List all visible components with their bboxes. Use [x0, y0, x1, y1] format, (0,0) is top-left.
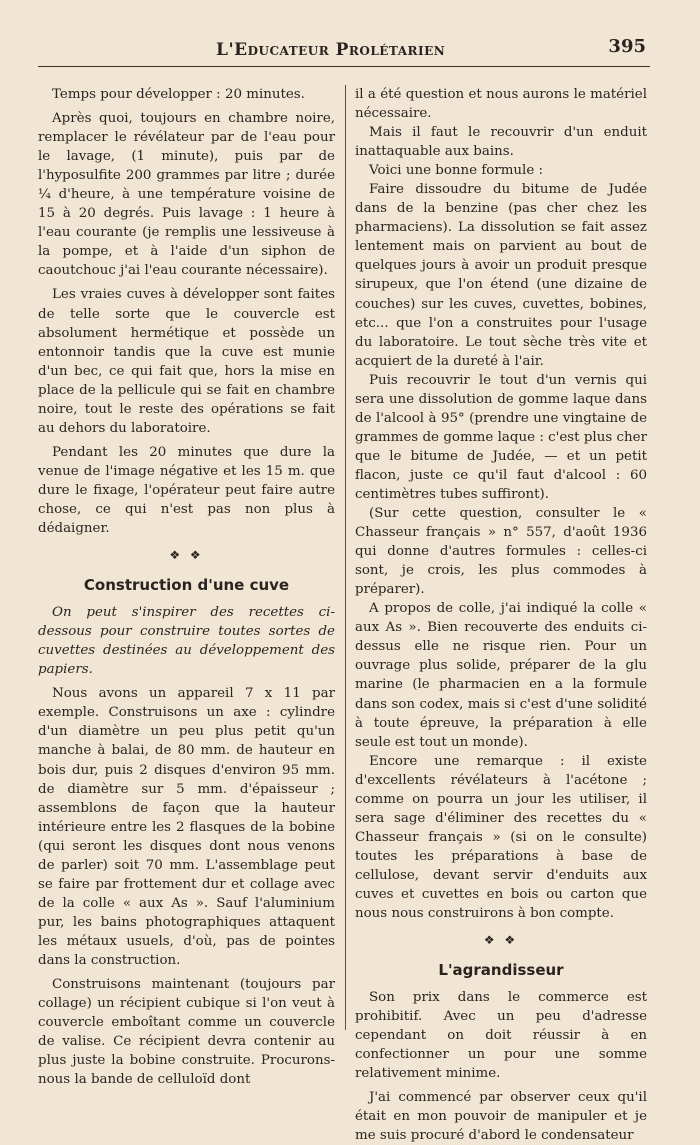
paragraph: Temps pour développer : 20 minutes. [52, 87, 305, 102]
paragraph: A propos de colle, j'ai indiqué la colle « aux As ». Bien recouverte des enduits ci-dessus elle ne risque rien. Pour un ouvrage plus solide, préparer de la glu marine (le pharmacien en a la formule dans son codex, mais si c'est d'une solidité à toute épreuve, la préparation à elle seule est tout un monde). [355, 601, 647, 750]
page-number: 395 [608, 36, 646, 57]
paragraph: (Sur cette question, consulter le « Chasseur français » n° 557, d'août 1936 qui donne d'autres formules : celles-ci sont, je crois, les plus commodes à préparer). [355, 506, 647, 598]
left-column [38, 85, 335, 1088]
ornament: ❖ ❖ [483, 933, 519, 948]
paragraph: Mais il faut le recouvrir d'un enduit inattaquable aux bains. [355, 125, 647, 160]
paragraph: Nous avons un appareil 7 x 11 par exemple. Construisons un axe : cylindre d'un diamètre un peu plus petit qu'un manche à balai, de 80 mm. de hauteur en bois dur, puis 2 disques d'environ 95 mm. de diamètre sur 5 mm. d'épaisseur ; assemblons de façon que la hauteur intérieure entre les 2 flasques de la bobine (qui seront les disques dont nous venons de parler) soit 70 mm. L'assemblage peut se faire par frottement dur et collage avec de la colle « aux As ». Sauf l'aluminium pur, les bains photographiques attaquent les métaux usuels, d'où, pas de pointes dans la construction. [38, 686, 335, 968]
journal-title: L'Educateur Prolétarien [216, 40, 446, 60]
paragraph: Encore une remarque : il existe d'excellents révélateurs à l'acétone ; comme on pourra un jour les utiliser, il sera sage d'éliminer des recettes du « Chasseur français » (si on le consulte) toutes les préparations à base de cellulose, devant servir d'enduits aux cuves et cuvettes en bois ou carton que nous nous construirons à bon compte. [355, 753, 647, 922]
paragraph: Construisons maintenant (toujours par collage) un récipient cubique si l'on veut à couvercle emboîtant comme un couvercle de valise. Ce récipient devra contenir au plus juste la bobine construite. Procurons-nous la bande de celluloïd dont [38, 977, 335, 1088]
page-header [38, 32, 650, 68]
paragraph: Les vraies cuves à développer sont faites de telle sorte que le couvercle est absolument hermétique et possède un entonnoir tandis que la cuve est munie d'un bec, ce qui fait que, hors la mise en place de la pellicule qui se fait en chambre noire, tout le reste des opérations se fait au dehors du laboratoire. [38, 287, 335, 436]
paragraph: Puis recouvrir le tout d'un vernis qui sera une dissolution de gomme laque dans de l'alcool à 95° (prendre une vingtaine de grammes de gomme laque : c'est plus cher que le bitume de Judée, — et un petit flacon, juste ce qu'il faut d'alcool : 60 centimètres tubes suffiront). [355, 372, 647, 502]
paragraph: Faire dissoudre du bitume de Judée dans de la benzine (pas cher chez les pharmaciens). La dissolution se fait assez lentement mais on parvient au bout de quelques jours à avoir un produit presque sirupeux, que l'on étend (une dizaine de couches) sur les cuves, cuvettes, bobines, etc... que l'on a construites pour l'usage du laboratoire. Le tout sèche très vite et acquiert de la dureté à l'air. [355, 182, 647, 369]
paragraph: Son prix dans le commerce est prohibitif. Avec un peu d'adresse cependant on doit réussir à en confectionner un pour une somme relativement minime. [355, 990, 647, 1082]
paragraph: il a été question et nous aurons le matériel nécessaire. [355, 87, 647, 122]
column-divider [345, 85, 346, 1030]
paragraph: Voici une bonne formule : [369, 163, 544, 179]
section-heading: L'agrandisseur [438, 961, 564, 980]
section-heading: Construction d'une cuve [83, 576, 290, 595]
right-column [355, 85, 647, 1144]
section-intro: On peut s'inspirer des recettes ci-dessous pour construire toutes sortes de cuvettes destinées au développement des papiers. [38, 605, 335, 678]
ornament: ❖ ❖ [169, 548, 204, 563]
paragraph: Pendant les 20 minutes que dure la venue de l'image négative et les 15 m. que dure le fixage, l'opérateur peut faire autre chose, ce qui n'est pas non plus à dédaigner. [38, 444, 335, 537]
paragraph: Après quoi, toujours en chambre noire, remplacer le révélateur par de l'eau pour le lavage, (1 minute), puis par de l'hyposulfite 200 grammes par litre ; durée ¼ d'heure, à une température voisine de 15 à 20 degrés. Puis lavage : 1 heure à l'eau courante (je remplis une lessiveuse à la pompe, et à l'aide d'un siphon de caoutchouc j'ai l'eau courante nécessaire). [38, 111, 335, 279]
header-rule [38, 66, 650, 67]
paragraph: J'ai commencé par observer ceux qu'il était en mon pouvoir de manipuler et je me suis procuré d'abord le condensateur [355, 1090, 647, 1144]
